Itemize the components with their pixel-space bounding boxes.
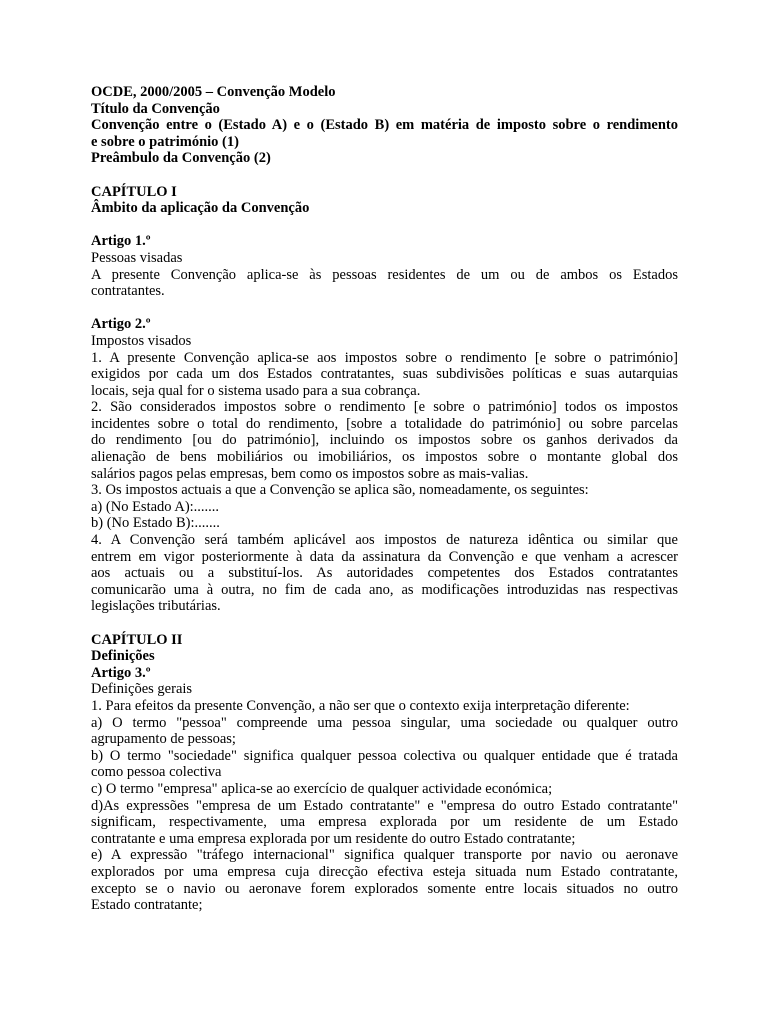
article-3 (91, 665, 678, 914)
convention-title-label: Título da Convenção (91, 100, 220, 117)
article-3-text: c) O termo "empresa" aplica-se ao exercício de qualquer actividade económica; (91, 780, 553, 797)
chapter-2-subtitle: Definições (91, 648, 155, 665)
chapter-2 (91, 632, 678, 665)
article-1-text: contratantes. (91, 283, 165, 300)
article-1-title: Artigo 1.º (91, 233, 151, 250)
article-2-text: 1. A presente Convenção aplica-se aos impostos sobre o rendimento [e sobre o património] (91, 349, 678, 366)
article-2-text: 2. São considerados impostos sobre o rendimento [e sobre o património] todos os impostos (91, 399, 678, 416)
article-3-text: Estado contratante; (91, 897, 203, 914)
article-2-text: salários pagos pelas empresas, bem como os impostos sobre as mais-valias. (91, 465, 529, 482)
chapter-2-title: CAPÍTULO II (91, 631, 183, 648)
article-3-text: b) O termo "sociedade" significa qualquer pessoa colectiva ou qualquer entidade que é tratada (91, 747, 678, 764)
convention-title-line-2: e sobre o património (1) (91, 133, 239, 150)
article-3-text: agrupamento de pessoas; (91, 731, 236, 748)
source-title: OCDE, 2000/2005 – Convenção Modelo (91, 84, 336, 100)
article-3-heading: Definições gerais (91, 681, 193, 698)
preamble-title: Preâmbulo da Convenção (2) (91, 150, 271, 167)
article-2-text: entrem em vigor posteriormente à data da assinatura da Convenção e que venham a acrescer (91, 548, 678, 565)
article-2-text: comunicarão uma à outra, no fim de cada ano, as modificações introduzidas nas respectivas (91, 581, 678, 598)
document-header (91, 84, 678, 167)
article-2-text: b) (No Estado B):....... (91, 515, 220, 532)
article-1-heading: Pessoas visadas (91, 249, 183, 266)
spacer (91, 167, 678, 184)
article-2-heading: Impostos visados (91, 332, 192, 349)
article-3-text: como pessoa colectiva (91, 764, 222, 781)
article-2-text: exigidos por cada um dos Estados contratantes, suas subdivisões políticas e suas autarquias (91, 366, 678, 383)
article-2-text: do rendimento [ou do património], incluindo os impostos sobre os ganhos derivados da (91, 432, 678, 449)
article-1 (91, 233, 678, 299)
article-2-text: incidentes sobre o total do rendimento, [sobre a totalidade do património] ou sobre parcelas (91, 415, 678, 432)
article-3-text: excepto se o navio ou aeronave forem explorados somente entre locais situados no outro (91, 880, 678, 897)
chapter-1-title: CAPÍTULO I (91, 183, 177, 200)
article-3-text: significam, respectivamente, uma empresa explorada por um residente de um Estado (91, 814, 678, 831)
article-2 (91, 316, 678, 615)
chapter-1 (91, 184, 678, 217)
article-2-text: aos actuais ou a substituí-los. As autoridades competentes dos Estados contratantes (91, 565, 678, 582)
article-3-text: a) O termo "pessoa" compreende uma pessoa singular, uma sociedade ou qualquer outro (91, 714, 678, 731)
article-2-text: alienação de bens mobiliários ou imobiliários, os impostos sobre o montante global dos (91, 449, 678, 466)
spacer (91, 300, 678, 317)
spacer (91, 615, 678, 632)
article-3-text: d)As expressões "empresa de um Estado contratante" e "empresa do outro Estado contratante" (91, 797, 678, 814)
article-2-text: a) (No Estado A):....... (91, 498, 220, 515)
article-2-text: 4. A Convenção será também aplicável aos impostos de natureza idêntica ou similar que (91, 532, 678, 549)
article-1-text: A presente Convenção aplica-se às pessoas residentes de um ou de ambos os Estados (91, 266, 678, 283)
article-3-text: e) A expressão "tráfego internacional" significa qualquer transporte por navio ou aeronave (91, 847, 678, 864)
article-3-text: 1. Para efeitos da presente Convenção, a não ser que o contexto exija interpretação diferente: (91, 697, 630, 714)
article-3-text: explorados por uma empresa cuja direcção efectiva esteja situada num Estado contratante, (91, 863, 678, 880)
convention-title-line-1: Convenção entre o (Estado A) e o (Estado B) em matéria de imposto sobre o rendimento (91, 117, 678, 134)
article-2-title: Artigo 2.º (91, 316, 151, 333)
chapter-1-subtitle: Âmbito da aplicação da Convenção (91, 200, 310, 217)
spacer (91, 217, 678, 234)
article-2-text: legislações tributárias. (91, 598, 221, 615)
article-3-title: Artigo 3.º (91, 664, 151, 681)
article-2-text: 3. Os impostos actuais a que a Convenção se aplica são, nomeadamente, os seguintes: (91, 482, 589, 499)
article-3-text: contratante e uma empresa explorada por um residente do outro Estado contratante; (91, 830, 576, 847)
article-2-text: locais, seja qual for o sistema usado para a sua cobrança. (91, 382, 421, 399)
